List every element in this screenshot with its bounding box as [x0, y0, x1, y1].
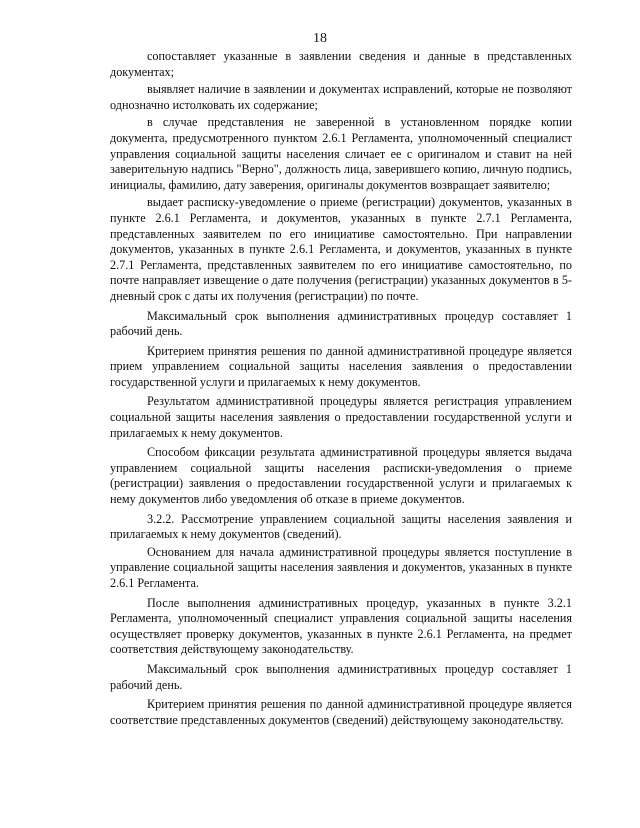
paragraph-procedure-basis: Основанием для начала административной процедуры является поступление в управление социальной защиты населения заявления и документов, указанных в пункте 2.6.1 Регламента. — [110, 544, 572, 590]
paragraph-certify-copy: в случае представления не заверенной в установленном порядке копии документа, предусмотренного пунктом 2.6.1 Регламента, уполномоченный специалист управления социальной защиты населения сличает ее с оригиналом и ставит на ней заверительную надпись "Верно", должность лица, заверившего копию, личную подпись, инициалы, фамилию, дату заверения, оригиналы документов возвращает заявителю; — [110, 115, 572, 192]
paragraph-section-3-2-2: 3.2.2. Рассмотрение управлением социальной защиты населения заявления и прилагаемых к нему документов (сведений). — [110, 511, 572, 542]
paragraph-decision-criterion-2: Критерием принятия решения по данной административной процедуре является соответствие представленных документов (сведений) действующему законодательству. — [110, 697, 572, 727]
paragraph-document-check: После выполнения административных процедур, указанных в пункте 3.2.1 Регламента, уполномоченный специалист управления социальной защиты населения осуществляет проверку документов, указанных в пункте 2.6.1 Регламента, на предмет соответствия действующему законодательству. — [110, 595, 572, 657]
paragraph-max-duration: Максимальный срок выполнения административных процедур составляет 1 рабочий день. — [110, 308, 572, 339]
paragraph-result-fixation: Способом фиксации результата административной процедуры является выдача управлением социальной защиты населения расписки-уведомления о приеме (регистрации) заявления о предоставлении государственной услуги и прилагаемых к нему документов либо уведомления об отказе в приеме документов. — [110, 445, 572, 507]
paragraph-issue-receipt: выдает расписку-уведомление о приеме (регистрации) документов, указанных в пункте 2.6.1 Регламента, и документов, указанных в пункте 2.7.1 Регламента, представленных заявителем по его инициативе самостоятельно. При направлении документов, указанных в пункте 2.6.1 Регламента, и документов, указанных в пункте 2.7.1 Регламента, представленных заявителем по его инициативе самостоятельно, по почте направляет извещение о дате получения (регистрации) указанных документов в 5-дневный срок с даты их получения (регистрации) по почте. — [110, 195, 572, 303]
document-body — [110, 49, 572, 730]
paragraph-detect-corrections: выявляет наличие в заявлении и документах исправлений, которые не позволяют однозначно истолковать их содержание; — [110, 82, 572, 112]
paragraph-procedure-result: Результатом административной процедуры является регистрация управлением социальной защиты населения заявления о предоставлении государственной услуги и прилагаемых к нему документов. — [110, 394, 572, 440]
page-number: 18 — [313, 31, 327, 46]
paragraph-decision-criterion: Критерием принятия решения по данной административной процедуре является прием управлением социальной защиты населения заявления о предоставлении государственной услуги и прилагаемых к нему документов. — [110, 343, 572, 389]
paragraph-max-duration-2: Максимальный срок выполнения административных процедур составляет 1 рабочий день. — [110, 661, 572, 692]
paragraph-compare-documents: сопоставляет указанные в заявлении сведения и данные в представленных документах; — [110, 49, 572, 79]
